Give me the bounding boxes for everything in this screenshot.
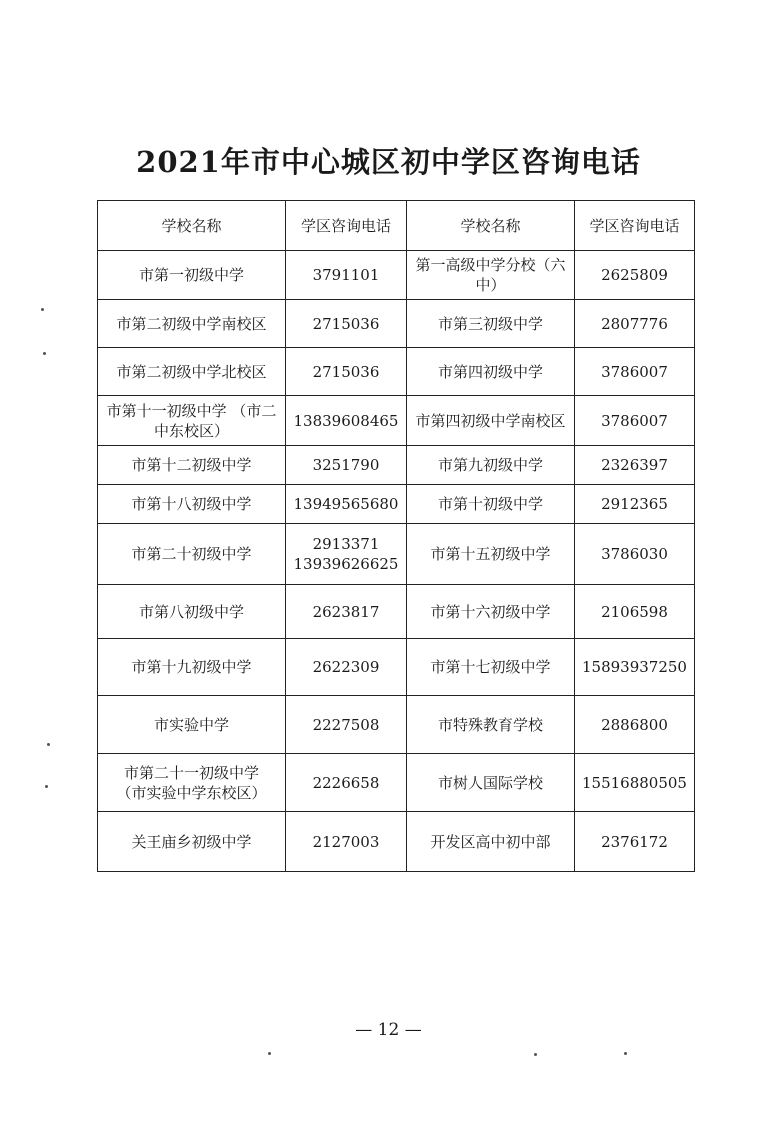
school-name-cell: 市第四初级中学 xyxy=(407,348,575,396)
phone-cell: 2913371 13939626625 xyxy=(286,524,407,585)
phone-cell: 13949565680 xyxy=(286,485,407,524)
school-name-cell: 市第十七初级中学 xyxy=(407,639,575,696)
school-name-cell: 市第二十初级中学 xyxy=(98,524,286,585)
phone-cell: 3786007 xyxy=(575,396,695,446)
phone-cell: 2227508 xyxy=(286,696,407,754)
table-row xyxy=(98,639,695,696)
scan-speck xyxy=(47,743,50,746)
table-row xyxy=(98,396,695,446)
school-name-cell: 市第四初级中学南校区 xyxy=(407,396,575,446)
school-name-cell: 市特殊教育学校 xyxy=(407,696,575,754)
table-row xyxy=(98,524,695,585)
table-row xyxy=(98,348,695,396)
school-name-cell: 市第十二初级中学 xyxy=(98,446,286,485)
phone-cell: 13839608465 xyxy=(286,396,407,446)
phone-cell: 15893937250 xyxy=(575,639,695,696)
header-school-name: 学校名称 xyxy=(98,201,286,251)
phone-cell: 2715036 xyxy=(286,300,407,348)
school-name-cell: 市第十五初级中学 xyxy=(407,524,575,585)
school-name-cell: 市第九初级中学 xyxy=(407,446,575,485)
phone-cell: 2625809 xyxy=(575,251,695,300)
table-row xyxy=(98,696,695,754)
table-row xyxy=(98,812,695,872)
phone-cell: 2326397 xyxy=(575,446,695,485)
school-name-cell: 市第十一初级中学 （市二中东校区） xyxy=(98,396,286,446)
scan-speck xyxy=(43,352,46,355)
school-name-cell: 市第一初级中学 xyxy=(98,251,286,300)
school-name-cell: 关王庙乡初级中学 xyxy=(98,812,286,872)
header-phone: 学区咨询电话 xyxy=(575,201,695,251)
phone-cell: 3786030 xyxy=(575,524,695,585)
school-name-cell: 开发区高中初中部 xyxy=(407,812,575,872)
school-name-cell: 市第十九初级中学 xyxy=(98,639,286,696)
header-phone: 学区咨询电话 xyxy=(286,201,407,251)
school-name-cell: 市第十初级中学 xyxy=(407,485,575,524)
scan-speck xyxy=(624,1052,627,1055)
school-name-cell: 市第十八初级中学 xyxy=(98,485,286,524)
scan-speck xyxy=(268,1052,271,1055)
school-name-cell: 市第十六初级中学 xyxy=(407,585,575,639)
phone-cell: 3251790 xyxy=(286,446,407,485)
page-number: — 12 — xyxy=(355,1020,422,1040)
school-name-cell: 第一高级中学分校（六中） xyxy=(407,251,575,300)
header-school-name: 学校名称 xyxy=(407,201,575,251)
table-row xyxy=(98,446,695,485)
phone-cell: 2715036 xyxy=(286,348,407,396)
page-title: 2021年市中心城区初中学区咨询电话 xyxy=(136,145,641,179)
phone-cell: 2226658 xyxy=(286,754,407,812)
phone-cell: 2807776 xyxy=(575,300,695,348)
table-header-row xyxy=(98,201,695,251)
phone-cell: 2912365 xyxy=(575,485,695,524)
phone-cell: 3791101 xyxy=(286,251,407,300)
phone-cell: 2376172 xyxy=(575,812,695,872)
school-phone-table xyxy=(97,200,695,872)
phone-cell: 2127003 xyxy=(286,812,407,872)
scan-speck xyxy=(41,308,44,311)
phone-cell: 15516880505 xyxy=(575,754,695,812)
school-name-cell: 市第二初级中学北校区 xyxy=(98,348,286,396)
table-row xyxy=(98,300,695,348)
scan-speck xyxy=(534,1053,537,1056)
school-name-cell: 市第二十一初级中学 （市实验中学东校区） xyxy=(98,754,286,812)
table-row xyxy=(98,251,695,300)
table-row xyxy=(98,754,695,812)
school-name-cell: 市第三初级中学 xyxy=(407,300,575,348)
phone-cell: 2106598 xyxy=(575,585,695,639)
school-name-cell: 市实验中学 xyxy=(98,696,286,754)
table-row xyxy=(98,485,695,524)
phone-cell: 2622309 xyxy=(286,639,407,696)
school-name-cell: 市第八初级中学 xyxy=(98,585,286,639)
phone-cell: 3786007 xyxy=(575,348,695,396)
phone-cell: 2623817 xyxy=(286,585,407,639)
phone-cell: 2886800 xyxy=(575,696,695,754)
school-name-cell: 市第二初级中学南校区 xyxy=(98,300,286,348)
scan-speck xyxy=(45,785,48,788)
school-name-cell: 市树人国际学校 xyxy=(407,754,575,812)
table-row xyxy=(98,585,695,639)
